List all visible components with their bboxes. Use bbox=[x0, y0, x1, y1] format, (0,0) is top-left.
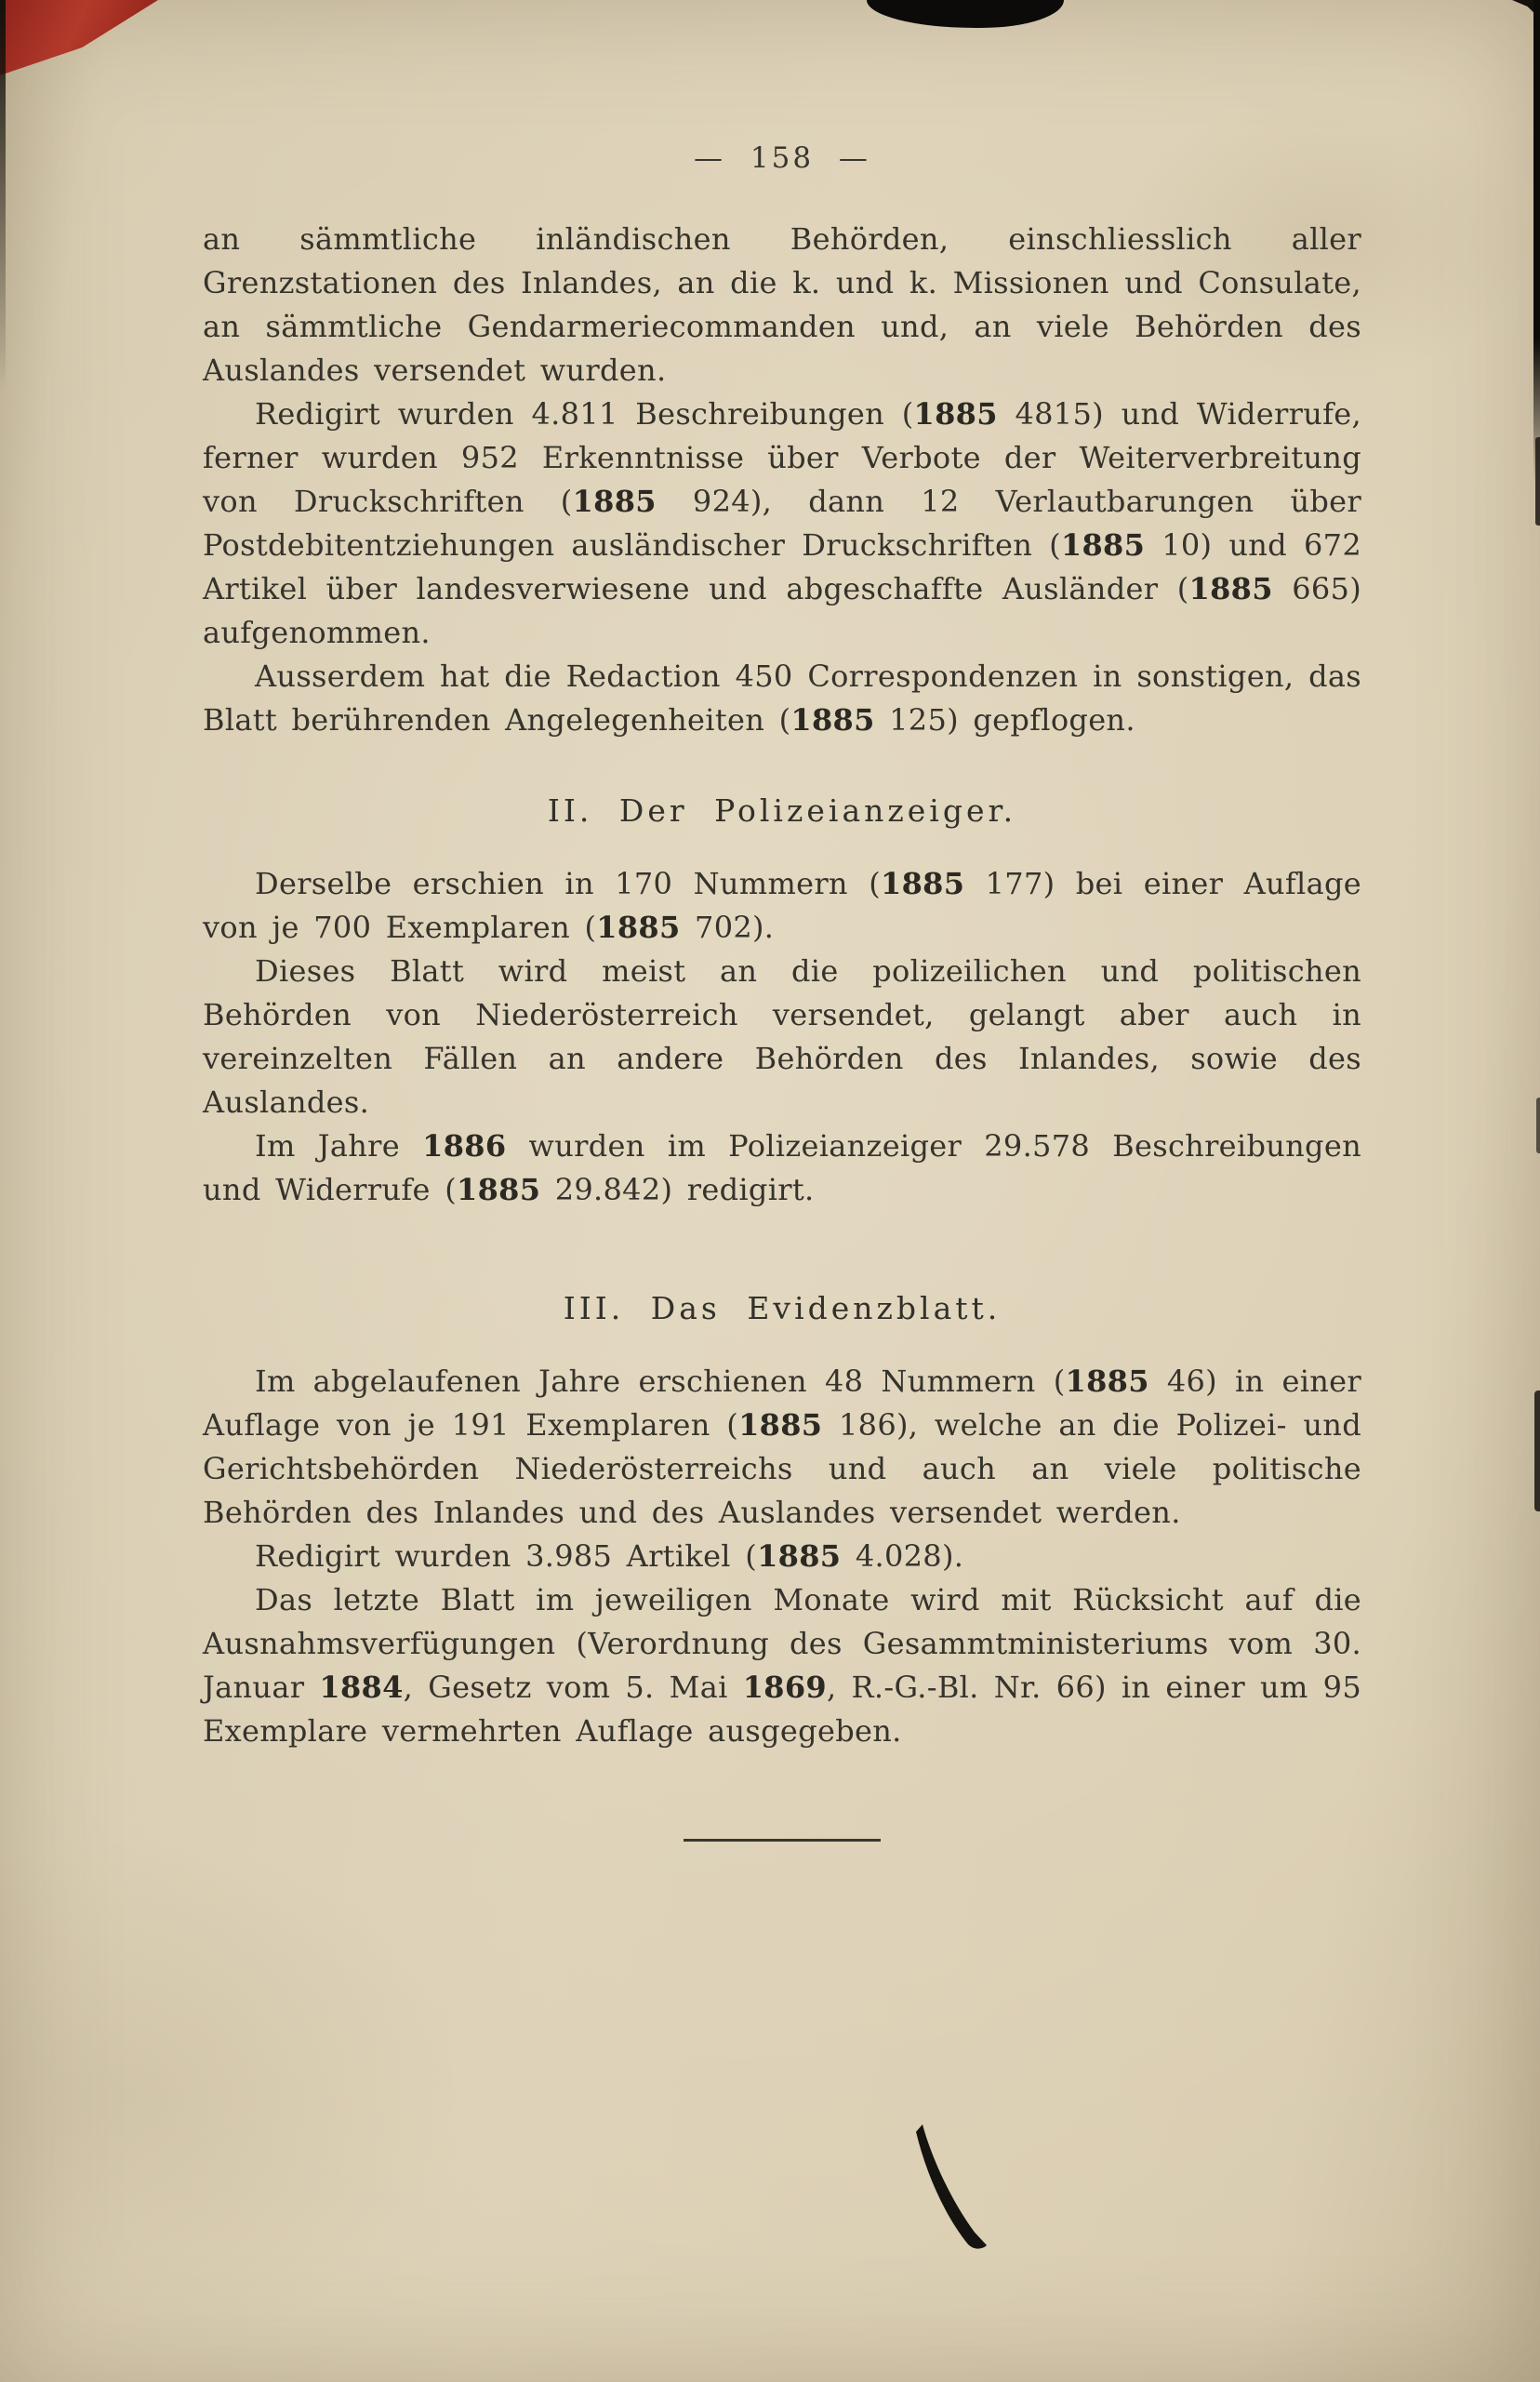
scan-edge-mark bbox=[1535, 437, 1540, 526]
paragraph-correspondenzen: Ausserdem hat die Redaction 450 Correspondenzen in sonstigen, das Blatt berührenden Angelegenheiten (1885 125) gepflogen. bbox=[203, 659, 1361, 738]
ink-stroke-mark bbox=[916, 2123, 1002, 2255]
paragraph-redigirt-beschreibungen: Redigirt wurden 4.811 Beschreibungen (1885 4815) und Widerrufe, ferner wurden 952 Erkenntnisse über Verbote der Weiterverbreitung von Druckschriften (1885 924), dann 12 Verlautbarungen über Postdebitentziehungen ausländischer Druckschriften (1885 10) und 672 Artikel über landesverwiesene und abgeschaffte Ausländer (1885 665) aufgenommen. bbox=[203, 396, 1362, 650]
section-heading-evidenzblatt: III. Das Evidenzblatt. bbox=[563, 1290, 1002, 1326]
scan-edge-blob-top bbox=[867, 0, 1064, 28]
section-heading-polizeianzeiger: II. Der Polizeianzeiger. bbox=[547, 792, 1017, 829]
paragraph-evidenzblatt-nummern: Im abgelaufenen Jahre erschienen 48 Nummern (1885 46) in einer Auflage von je 191 Exemplaren (1885 186), welche an die Polizei- und Gerichtsbehörden Niederösterreichs und auch an viele politische Behörden des Inlandes und des Auslandes versendet werden. bbox=[203, 1364, 1362, 1530]
paragraph-polizeianzeiger-auflage: Derselbe erschien in 170 Nummern (1885 177) bei einer Auflage von je 700 Exemplaren (1885 702). bbox=[203, 866, 1361, 945]
scan-edge-mark bbox=[1536, 1098, 1540, 1153]
paragraph-evidenzblatt-letztes-blatt: Das letzte Blatt im jeweiligen Monate wird mit Rücksicht auf die Ausnahmsverfügungen (Verordnung des Gesammtministeriums vom 30. Januar 1884, Gesetz vom 5. Mai 1869, R.-G.-Bl. Nr. 66) in einer um 95 Exemplare vermehrten Auflage ausgegeben. bbox=[203, 1582, 1362, 1749]
scan-edge-strip-left bbox=[0, 0, 6, 391]
scan-edge-mark bbox=[1534, 1391, 1540, 1511]
paragraph-intro-continuation: an sämmtliche inländischen Behörden, einschliesslich aller Grenzstationen des Inlandes, an die k. und k. Missionen und Consulate, an sämmtliche Gendarmeriecommanden und, an viele Behörden des Auslandes versendet wurden. bbox=[203, 221, 1361, 388]
scan-edge-strip-right bbox=[1533, 0, 1540, 484]
paragraph-evidenzblatt-artikel: Redigirt wurden 3.985 Artikel (1885 4.028). bbox=[255, 1538, 964, 1574]
paragraph-polizeianzeiger-versand: Dieses Blatt wird meist an die polizeilichen und politischen Behörden von Niederösterreich versendet, gelangt aber auch in vereinzelten Fällen an andere Behörden des Inlandes, sowie des Auslandes. bbox=[203, 953, 1361, 1120]
page-text-block bbox=[203, 141, 1361, 1842]
section-divider-rule bbox=[684, 1839, 881, 1842]
red-cover-corner-artifact bbox=[0, 0, 158, 82]
page-number: — 158 — bbox=[694, 141, 870, 175]
paragraph-polizeianzeiger-1886: Im Jahre 1886 wurden im Polizeianzeiger 29.578 Beschreibungen und Widerrufe (1885 29.842) redigirt. bbox=[203, 1128, 1361, 1207]
